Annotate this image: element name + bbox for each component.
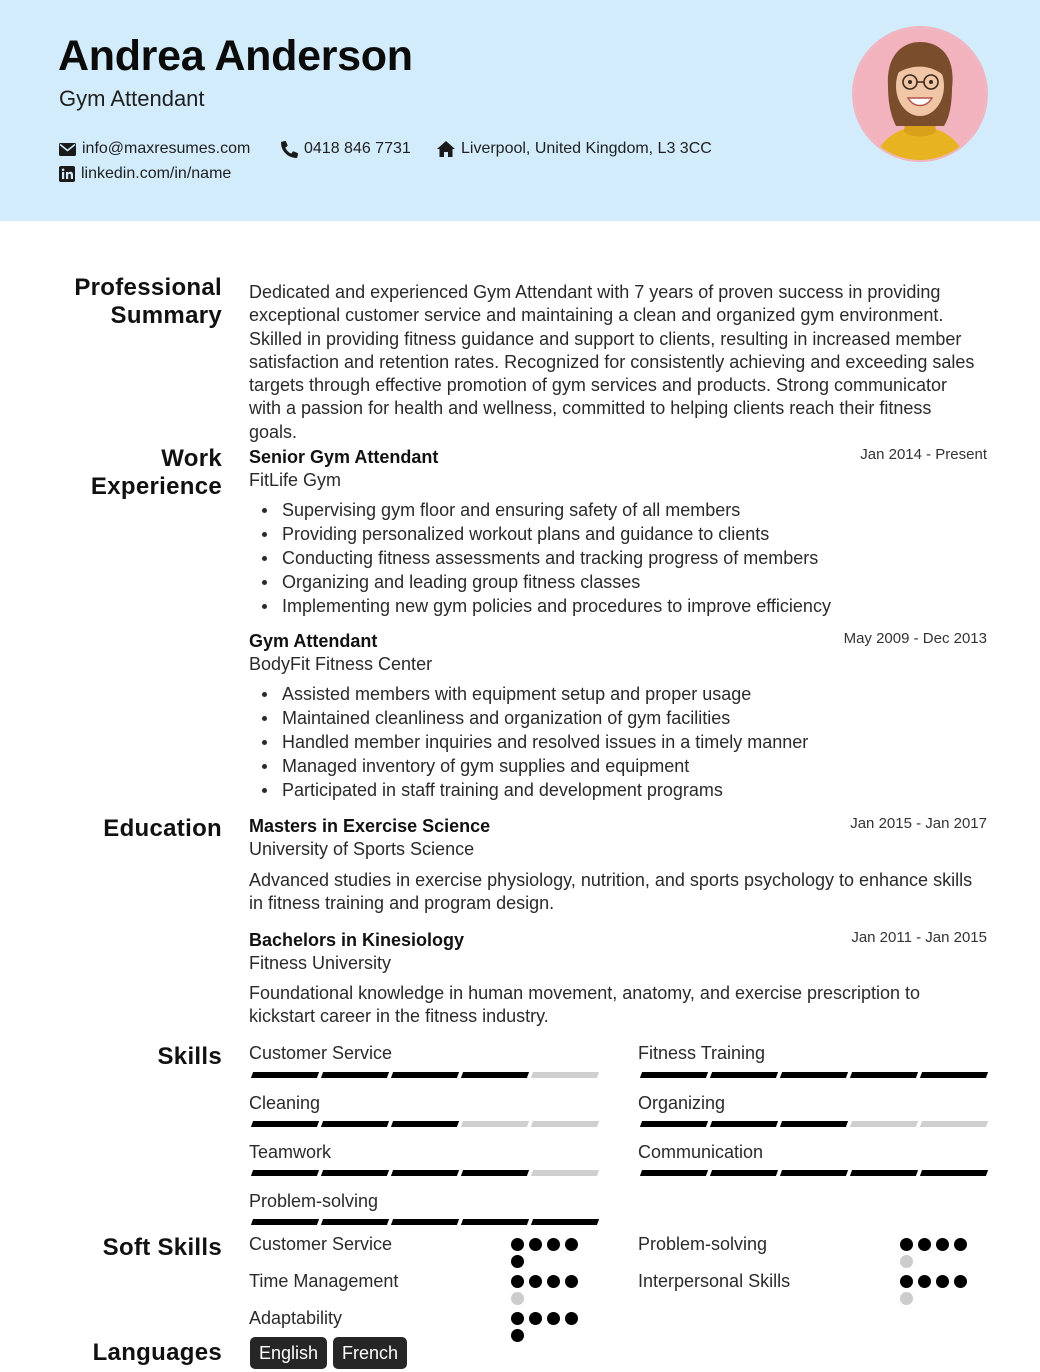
section-title-soft-skills: Soft Skills bbox=[102, 1234, 222, 1261]
rating-dot bbox=[954, 1238, 967, 1251]
list-item: Organizing and leading group fitness classes bbox=[249, 571, 831, 595]
degree-dates: Jan 2011 - Jan 2015 bbox=[851, 929, 987, 946]
skill-bar-segment bbox=[780, 1072, 848, 1078]
skill-bar-segment bbox=[251, 1072, 319, 1078]
degree-title: Masters in Exercise Science bbox=[249, 816, 491, 836]
contact-linkedin[interactable] bbox=[59, 165, 231, 183]
skill-bar-segment bbox=[461, 1072, 529, 1078]
skill-bar bbox=[252, 1219, 598, 1225]
soft-skill-rating bbox=[900, 1275, 970, 1305]
email-text: info@maxresumes.com bbox=[82, 140, 251, 157]
skill-bar-segment bbox=[531, 1219, 599, 1225]
job-company: BodyFit Fitness Center bbox=[249, 654, 433, 674]
skill-bar-segment bbox=[531, 1072, 599, 1078]
skill-label: Problem-solving bbox=[249, 1191, 379, 1211]
skill-bar-segment bbox=[251, 1121, 319, 1127]
skill-bar-segment bbox=[391, 1072, 459, 1078]
description-line: in fitness training and program design. bbox=[249, 893, 555, 914]
degree-dates: Jan 2015 - Jan 2017 bbox=[850, 815, 987, 832]
contact-address bbox=[437, 140, 712, 158]
rating-dot bbox=[918, 1275, 931, 1288]
degree-title: Bachelors in Kinesiology bbox=[249, 930, 465, 950]
portrait-image bbox=[854, 28, 986, 160]
rating-dot bbox=[511, 1255, 524, 1268]
skill-label: Customer Service bbox=[249, 1043, 393, 1063]
rating-dot bbox=[900, 1275, 913, 1288]
skill-bar bbox=[641, 1170, 987, 1176]
section-title-skills: Skills bbox=[157, 1043, 222, 1070]
skill-bar-segment bbox=[920, 1121, 988, 1127]
skill-bar-segment bbox=[920, 1170, 988, 1176]
skill-bar-segment bbox=[391, 1170, 459, 1176]
rating-dot bbox=[511, 1238, 524, 1251]
soft-skill-label: Interpersonal Skills bbox=[638, 1271, 791, 1291]
skill-bar-segment bbox=[640, 1072, 708, 1078]
linkedin-text: linkedin.com/in/name bbox=[81, 165, 232, 182]
contact-phone[interactable] bbox=[281, 140, 411, 158]
rating-dot bbox=[900, 1292, 913, 1305]
rating-dot bbox=[529, 1312, 542, 1325]
rating-dot bbox=[511, 1329, 524, 1342]
summary-text bbox=[249, 281, 974, 444]
rating-dot bbox=[900, 1255, 913, 1268]
summary-line: Skilled in providing fitness guidance and support to clients, resulting in increased member bbox=[249, 328, 962, 349]
skill-bar-segment bbox=[710, 1170, 778, 1176]
skill-bar bbox=[252, 1121, 598, 1127]
summary-line: exceptional customer service and maintaining a clean and organized gym environment. bbox=[249, 305, 944, 326]
language-tag: French bbox=[333, 1337, 407, 1369]
skill-bar-segment bbox=[850, 1072, 918, 1078]
skill-bar bbox=[641, 1121, 987, 1127]
section-title-languages: Languages bbox=[92, 1339, 222, 1366]
section-title-education: Education bbox=[103, 815, 222, 842]
skill-label: Cleaning bbox=[249, 1093, 321, 1113]
rating-dot bbox=[918, 1238, 931, 1251]
phone-text: 0418 846 7731 bbox=[304, 140, 411, 157]
section-title-summary: Professional Summary bbox=[74, 274, 222, 329]
skill-bar-segment bbox=[920, 1072, 988, 1078]
summary-line: Dedicated and experienced Gym Attendant with 7 years of proven success in providing bbox=[249, 282, 941, 302]
skill-bar-segment bbox=[640, 1121, 708, 1127]
rating-dot bbox=[954, 1275, 967, 1288]
skill-bar-segment bbox=[461, 1170, 529, 1176]
list-item: Managed inventory of gym supplies and equipment bbox=[249, 755, 808, 779]
summary-line: with a passion for health and wellness, committed to helping clients reach their fitness bbox=[249, 398, 932, 419]
skill-label: Teamwork bbox=[249, 1142, 332, 1162]
rating-dot bbox=[565, 1275, 578, 1288]
soft-skill-rating bbox=[511, 1275, 581, 1305]
job-title: Gym Attendant bbox=[249, 631, 378, 651]
list-item: Conducting fitness assessments and tracking progress of members bbox=[249, 547, 831, 571]
home-icon bbox=[437, 141, 455, 157]
skill-bar bbox=[641, 1072, 987, 1078]
list-item: Providing personalized workout plans and guidance to clients bbox=[249, 523, 831, 547]
soft-skill-rating bbox=[511, 1312, 581, 1342]
degree-school: University of Sports Science bbox=[249, 839, 475, 859]
job-dates: May 2009 - Dec 2013 bbox=[843, 630, 987, 647]
skill-bar-segment bbox=[251, 1219, 319, 1225]
degree-description bbox=[249, 869, 972, 916]
job-company: FitLife Gym bbox=[249, 470, 342, 490]
rating-dot bbox=[936, 1275, 949, 1288]
job-title: Senior Gym Attendant bbox=[249, 447, 439, 467]
skill-bar-segment bbox=[461, 1121, 529, 1127]
description-line: Advanced studies in exercise physiology, nutrition, and sports psychology to enhance skills bbox=[249, 870, 973, 890]
soft-skill-label: Adaptability bbox=[249, 1308, 343, 1328]
candidate-role: Gym Attendant bbox=[59, 86, 205, 111]
skill-bar-segment bbox=[850, 1170, 918, 1176]
skill-bar-segment bbox=[710, 1121, 778, 1127]
soft-skill-label: Time Management bbox=[249, 1271, 399, 1291]
rating-dot bbox=[511, 1275, 524, 1288]
skill-label: Fitness Training bbox=[638, 1043, 766, 1063]
rating-dot bbox=[565, 1312, 578, 1325]
skill-label: Organizing bbox=[638, 1093, 726, 1113]
skill-bar-segment bbox=[640, 1170, 708, 1176]
language-tag: English bbox=[250, 1337, 327, 1369]
skill-bar bbox=[252, 1072, 598, 1078]
rating-dot bbox=[511, 1292, 524, 1305]
rating-dot bbox=[529, 1275, 542, 1288]
skill-bar-segment bbox=[321, 1219, 389, 1225]
skill-bar-segment bbox=[531, 1121, 599, 1127]
skill-bar bbox=[252, 1170, 598, 1176]
list-item: Participated in staff training and development programs bbox=[249, 779, 808, 803]
envelope-icon bbox=[59, 143, 76, 156]
skill-bar-segment bbox=[850, 1121, 918, 1127]
resume-header bbox=[0, 0, 1040, 221]
skill-bar-segment bbox=[391, 1219, 459, 1225]
summary-line: goals. bbox=[249, 421, 298, 442]
candidate-name: Andrea Anderson bbox=[58, 32, 413, 80]
job-bullets bbox=[249, 683, 808, 803]
soft-skill-label: Customer Service bbox=[249, 1234, 393, 1254]
skill-bar-segment bbox=[780, 1121, 848, 1127]
skill-bar-segment bbox=[461, 1219, 529, 1225]
list-item: Supervising gym floor and ensuring safety of all members bbox=[249, 499, 831, 523]
soft-skill-rating bbox=[511, 1238, 581, 1268]
soft-skill-rating bbox=[900, 1238, 970, 1268]
skill-bar-segment bbox=[391, 1121, 459, 1127]
description-line: kickstart career in the fitness industry. bbox=[249, 1006, 549, 1027]
list-item: Implementing new gym policies and procedures to improve efficiency bbox=[249, 595, 831, 619]
rating-dot bbox=[547, 1312, 560, 1325]
list-item: Handled member inquiries and resolved issues in a timely manner bbox=[249, 731, 808, 755]
profile-photo bbox=[852, 26, 988, 162]
contact-email[interactable] bbox=[59, 140, 250, 158]
job-bullets bbox=[249, 499, 831, 619]
degree-description bbox=[249, 982, 920, 1029]
job-dates: Jan 2014 - Present bbox=[860, 446, 987, 463]
soft-skill-label: Problem-solving bbox=[638, 1234, 768, 1254]
summary-line: satisfaction and retention rates. Recognized for consistently achieving and exceeding sales bbox=[249, 351, 975, 372]
skill-bar-segment bbox=[321, 1170, 389, 1176]
rating-dot bbox=[547, 1238, 560, 1251]
list-item: Assisted members with equipment setup and proper usage bbox=[249, 683, 808, 707]
section-title-experience: Work Experience bbox=[90, 445, 222, 500]
skill-label: Communication bbox=[638, 1142, 764, 1162]
phone-icon bbox=[281, 141, 298, 158]
address-text: Liverpool, United Kingdom, L3 3CC bbox=[461, 140, 712, 157]
linkedin-icon bbox=[59, 166, 75, 182]
rating-dot bbox=[900, 1238, 913, 1251]
description-line: Foundational knowledge in human movement, anatomy, and exercise prescription to bbox=[249, 983, 921, 1003]
skill-bar-segment bbox=[780, 1170, 848, 1176]
skill-bar-segment bbox=[531, 1170, 599, 1176]
skill-bar-segment bbox=[321, 1072, 389, 1078]
rating-dot bbox=[529, 1238, 542, 1251]
rating-dot bbox=[547, 1275, 560, 1288]
rating-dot bbox=[936, 1238, 949, 1251]
skill-bar-segment bbox=[321, 1121, 389, 1127]
list-item: Maintained cleanliness and organization of gym facilities bbox=[249, 707, 808, 731]
skill-bar-segment bbox=[710, 1072, 778, 1078]
summary-line: targets through effective promotion of gym services and products. Strong communicator bbox=[249, 375, 948, 396]
rating-dot bbox=[511, 1312, 524, 1325]
degree-school: Fitness University bbox=[249, 953, 392, 973]
rating-dot bbox=[565, 1238, 578, 1251]
skill-bar-segment bbox=[251, 1170, 319, 1176]
